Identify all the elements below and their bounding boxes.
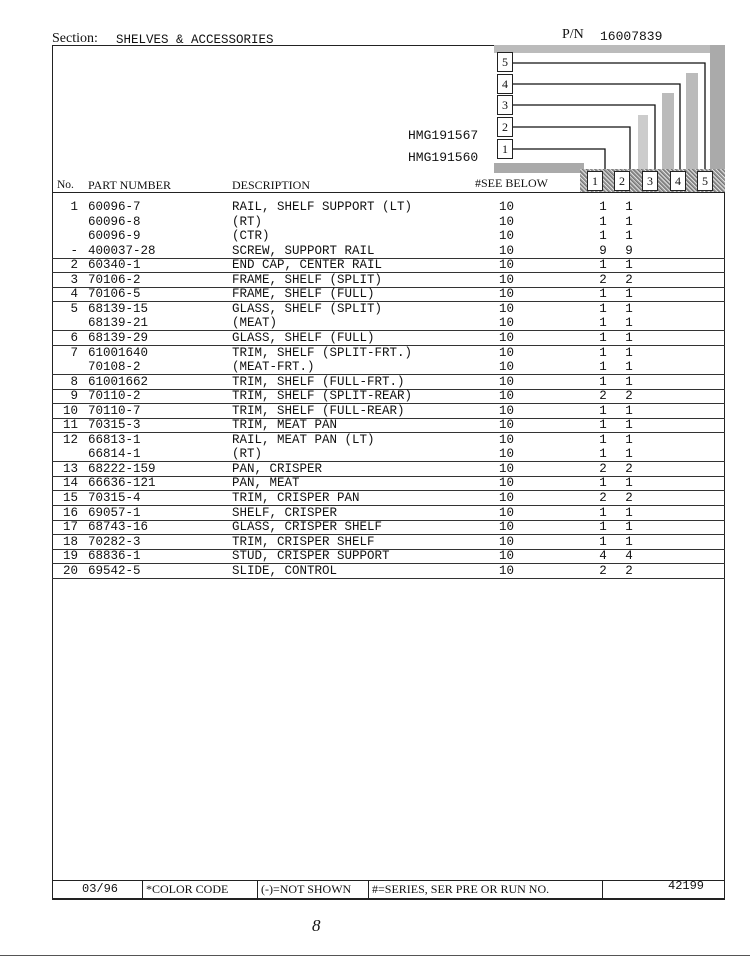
footer-divider-1 bbox=[142, 880, 143, 899]
series: 10 bbox=[499, 520, 515, 535]
section-label: Section: bbox=[52, 31, 98, 46]
table-row bbox=[52, 549, 725, 564]
part-number: 400037-28 bbox=[88, 243, 156, 258]
qty-model-2: 1 bbox=[625, 258, 633, 273]
part-number: 68139-29 bbox=[88, 330, 149, 345]
description: TRIM, SHELF (SPLIT-FRT.) bbox=[232, 345, 413, 360]
part-number: 69542-5 bbox=[88, 563, 141, 578]
qty-model-1: 1 bbox=[599, 316, 607, 331]
series: 10 bbox=[499, 272, 515, 287]
part-number: 68836-1 bbox=[88, 549, 141, 564]
description: TRIM, CRISPER SHELF bbox=[232, 534, 375, 549]
qty-model-1: 1 bbox=[599, 214, 607, 229]
table-row bbox=[52, 418, 725, 433]
qty-model-1: 1 bbox=[599, 200, 607, 214]
table-row bbox=[52, 229, 725, 243]
table-row bbox=[52, 316, 725, 331]
series: 10 bbox=[499, 476, 515, 491]
qty-model-1: 2 bbox=[599, 563, 607, 578]
footer-divider-2 bbox=[257, 880, 258, 899]
part-number: 70315-4 bbox=[88, 491, 141, 505]
series: 10 bbox=[499, 301, 515, 316]
footer-divider-4 bbox=[602, 880, 603, 899]
qty-model-2: 1 bbox=[625, 534, 633, 549]
table-row bbox=[52, 287, 725, 302]
col-box-3: 3 bbox=[642, 171, 658, 191]
table-row bbox=[52, 535, 725, 550]
row-number: 17 bbox=[62, 520, 78, 535]
row-number: 11 bbox=[62, 418, 78, 433]
description: PAN, MEAT bbox=[232, 476, 300, 491]
qty-model-1: 1 bbox=[599, 534, 607, 549]
qty-model-2: 1 bbox=[625, 432, 633, 447]
col-header-part-number: PART NUMBER bbox=[88, 178, 171, 192]
table-row bbox=[52, 389, 725, 404]
row-number: 5 bbox=[70, 301, 78, 316]
footer-not-shown: (-)=NOT SHOWN bbox=[261, 882, 352, 896]
row-number: 18 bbox=[62, 534, 78, 549]
qty-model-1: 1 bbox=[599, 432, 607, 447]
row-number: 13 bbox=[62, 461, 78, 476]
series: 10 bbox=[499, 491, 515, 505]
qty-model-1: 1 bbox=[599, 345, 607, 360]
row-number: 4 bbox=[70, 287, 78, 302]
qty-model-2: 1 bbox=[625, 505, 633, 520]
description: FRAME, SHELF (SPLIT) bbox=[232, 272, 383, 287]
qty-model-2: 1 bbox=[625, 287, 633, 302]
series: 10 bbox=[499, 432, 515, 447]
qty-model-1: 1 bbox=[599, 505, 607, 520]
table-row bbox=[52, 462, 725, 477]
model-label-b: HMG191560 bbox=[408, 150, 479, 165]
row-number: 12 bbox=[62, 432, 78, 447]
col-header-see-below: #SEE BELOW bbox=[475, 176, 548, 190]
part-number: 70108-2 bbox=[88, 360, 141, 375]
part-number: 66636-121 bbox=[88, 476, 156, 491]
qty-model-1: 4 bbox=[599, 549, 607, 564]
description: RAIL, SHELF SUPPORT (LT) bbox=[232, 200, 413, 214]
series: 10 bbox=[499, 461, 515, 476]
table-row bbox=[52, 302, 725, 316]
series: 10 bbox=[499, 330, 515, 345]
table-row bbox=[52, 404, 725, 419]
part-number: 66813-1 bbox=[88, 432, 141, 447]
col-box-5: 5 bbox=[697, 171, 713, 191]
part-number: 60096-8 bbox=[88, 214, 141, 229]
series: 10 bbox=[499, 200, 515, 214]
qty-model-1: 2 bbox=[599, 272, 607, 287]
series: 10 bbox=[499, 287, 515, 302]
row-number: 14 bbox=[62, 476, 78, 491]
qty-model-1: 2 bbox=[599, 491, 607, 505]
part-number: 70106-5 bbox=[88, 287, 141, 302]
row-number: 20 bbox=[62, 563, 78, 578]
description: (RT) bbox=[232, 214, 263, 229]
part-number: 69057-1 bbox=[88, 505, 141, 520]
footer-date: 03/96 bbox=[82, 882, 119, 896]
description: GLASS, CRISPER SHELF bbox=[232, 520, 383, 535]
qty-model-1: 2 bbox=[599, 461, 607, 476]
qty-model-1: 1 bbox=[599, 301, 607, 316]
model-box-1: 1 bbox=[497, 139, 513, 159]
qty-model-2: 9 bbox=[625, 243, 633, 258]
col-header-no: No. bbox=[57, 179, 74, 191]
series: 10 bbox=[499, 316, 515, 331]
table-row bbox=[52, 491, 725, 506]
series: 10 bbox=[499, 563, 515, 578]
row-number: 7 bbox=[70, 345, 78, 360]
description: TRIM, SHELF (SPLIT-REAR) bbox=[232, 389, 413, 404]
row-number: 16 bbox=[62, 505, 78, 520]
part-number: 68139-21 bbox=[88, 316, 149, 331]
description: SHELF, CRISPER bbox=[232, 505, 338, 520]
footer-code: 42199 bbox=[668, 879, 705, 893]
description: SLIDE, CONTROL bbox=[232, 563, 338, 578]
row-number: 15 bbox=[62, 491, 78, 505]
qty-model-1: 1 bbox=[599, 287, 607, 302]
qty-model-2: 4 bbox=[625, 549, 633, 564]
description: GLASS, SHELF (SPLIT) bbox=[232, 301, 383, 316]
model-box-3: 3 bbox=[497, 95, 513, 115]
model-label-a: HMG191567 bbox=[408, 128, 479, 143]
description: (RT) bbox=[232, 447, 263, 462]
series: 10 bbox=[499, 345, 515, 360]
series: 10 bbox=[499, 229, 515, 244]
row-number: 10 bbox=[62, 403, 78, 418]
part-number: 61001662 bbox=[88, 374, 149, 389]
qty-model-1: 1 bbox=[599, 229, 607, 244]
qty-model-1: 1 bbox=[599, 374, 607, 389]
description: RAIL, MEAT PAN (LT) bbox=[232, 432, 375, 447]
series: 10 bbox=[499, 258, 515, 273]
series: 10 bbox=[499, 505, 515, 520]
series: 10 bbox=[499, 403, 515, 418]
part-number: 66814-1 bbox=[88, 447, 141, 462]
qty-model-2: 1 bbox=[625, 229, 633, 244]
row-number: 6 bbox=[70, 330, 78, 345]
page-number: 8 bbox=[312, 916, 321, 935]
table-row bbox=[52, 244, 725, 259]
row-number: 9 bbox=[70, 389, 78, 404]
table-row bbox=[52, 506, 725, 521]
qty-model-1: 1 bbox=[599, 403, 607, 418]
row-number: 1 bbox=[70, 200, 78, 214]
series: 10 bbox=[499, 243, 515, 258]
series: 10 bbox=[499, 360, 515, 375]
row-number: 19 bbox=[62, 549, 78, 564]
qty-model-1: 9 bbox=[599, 243, 607, 258]
table-row bbox=[52, 200, 725, 214]
table-row bbox=[52, 258, 725, 273]
table-row bbox=[52, 564, 725, 579]
row-number: 3 bbox=[70, 272, 78, 287]
qty-model-2: 1 bbox=[625, 447, 633, 462]
model-box-2: 2 bbox=[497, 117, 513, 137]
qty-model-2: 1 bbox=[625, 200, 633, 214]
part-number: 60340-1 bbox=[88, 258, 141, 273]
qty-model-1: 1 bbox=[599, 330, 607, 345]
col-box-4: 4 bbox=[670, 171, 686, 191]
series: 10 bbox=[499, 418, 515, 433]
footer-color-code: *COLOR CODE bbox=[146, 882, 229, 896]
table-row bbox=[52, 476, 725, 491]
section-name: SHELVES & ACCESSORIES bbox=[116, 33, 274, 47]
footer-divider-3 bbox=[368, 880, 369, 899]
col-header-description: DESCRIPTION bbox=[232, 178, 311, 192]
qty-model-1: 1 bbox=[599, 447, 607, 462]
qty-model-2: 2 bbox=[625, 272, 633, 287]
table-row bbox=[52, 346, 725, 360]
qty-model-2: 1 bbox=[625, 301, 633, 316]
series: 10 bbox=[499, 549, 515, 564]
description: TRIM, CRISPER PAN bbox=[232, 491, 360, 505]
part-number: 70110-2 bbox=[88, 389, 141, 404]
qty-model-2: 1 bbox=[625, 330, 633, 345]
series: 10 bbox=[499, 534, 515, 549]
part-number: 61001640 bbox=[88, 345, 149, 360]
qty-model-2: 1 bbox=[625, 520, 633, 535]
qty-model-1: 1 bbox=[599, 476, 607, 491]
pn-label: P/N bbox=[562, 27, 584, 42]
qty-model-2: 1 bbox=[625, 476, 633, 491]
qty-model-2: 2 bbox=[625, 491, 633, 505]
series: 10 bbox=[499, 374, 515, 389]
series: 10 bbox=[499, 447, 515, 462]
part-number: 60096-7 bbox=[88, 200, 141, 214]
qty-model-2: 2 bbox=[625, 461, 633, 476]
part-number: 68743-16 bbox=[88, 520, 149, 535]
part-number: 70106-2 bbox=[88, 272, 141, 287]
qty-model-2: 1 bbox=[625, 345, 633, 360]
page-edge-line bbox=[0, 955, 750, 956]
description: STUD, CRISPER SUPPORT bbox=[232, 549, 390, 564]
series: 10 bbox=[499, 214, 515, 229]
qty-model-2: 1 bbox=[625, 316, 633, 331]
qty-model-2: 1 bbox=[625, 360, 633, 375]
description: FRAME, SHELF (FULL) bbox=[232, 287, 375, 302]
row-number: 8 bbox=[70, 374, 78, 389]
part-number: 68222-159 bbox=[88, 461, 156, 476]
description: GLASS, SHELF (FULL) bbox=[232, 330, 375, 345]
table-row bbox=[52, 273, 725, 288]
table-row bbox=[52, 331, 725, 346]
part-number: 70110-7 bbox=[88, 403, 141, 418]
qty-model-2: 1 bbox=[625, 374, 633, 389]
footer-series-note: #=SERIES, SER PRE OR RUN NO. bbox=[372, 882, 550, 896]
qty-model-1: 2 bbox=[599, 389, 607, 404]
description: (CTR) bbox=[232, 229, 270, 244]
description: (MEAT) bbox=[232, 316, 278, 331]
qty-model-1: 1 bbox=[599, 520, 607, 535]
table-row bbox=[52, 447, 725, 462]
part-number: 60096-9 bbox=[88, 229, 141, 244]
row-number: 2 bbox=[70, 258, 78, 273]
table-row bbox=[52, 215, 725, 229]
qty-model-2: 2 bbox=[625, 389, 633, 404]
qty-model-2: 2 bbox=[625, 563, 633, 578]
part-number: 70315-3 bbox=[88, 418, 141, 433]
qty-model-2: 1 bbox=[625, 403, 633, 418]
series: 10 bbox=[499, 389, 515, 404]
description: TRIM, SHELF (FULL-FRT.) bbox=[232, 374, 405, 389]
row-number: - bbox=[70, 243, 78, 258]
part-number: 68139-15 bbox=[88, 301, 149, 316]
description: SCREW, SUPPORT RAIL bbox=[232, 243, 375, 258]
qty-model-1: 1 bbox=[599, 418, 607, 433]
table-row bbox=[52, 433, 725, 447]
col-box-2: 2 bbox=[614, 171, 630, 191]
qty-model-1: 1 bbox=[599, 258, 607, 273]
description: TRIM, SHELF (FULL-REAR) bbox=[232, 403, 405, 418]
part-number: 70282-3 bbox=[88, 534, 141, 549]
qty-model-1: 1 bbox=[599, 360, 607, 375]
table-row bbox=[52, 375, 725, 390]
description: END CAP, CENTER RAIL bbox=[232, 258, 383, 273]
description: TRIM, MEAT PAN bbox=[232, 418, 338, 433]
table-row bbox=[52, 520, 725, 535]
model-box-4: 4 bbox=[497, 74, 513, 94]
col-box-1: 1 bbox=[587, 171, 603, 191]
table-row bbox=[52, 360, 725, 375]
description: (MEAT-FRT.) bbox=[232, 360, 315, 375]
pn-value: 16007839 bbox=[600, 29, 663, 44]
description: PAN, CRISPER bbox=[232, 461, 323, 476]
qty-model-2: 1 bbox=[625, 418, 633, 433]
model-box-5: 5 bbox=[497, 52, 513, 72]
qty-model-2: 1 bbox=[625, 214, 633, 229]
